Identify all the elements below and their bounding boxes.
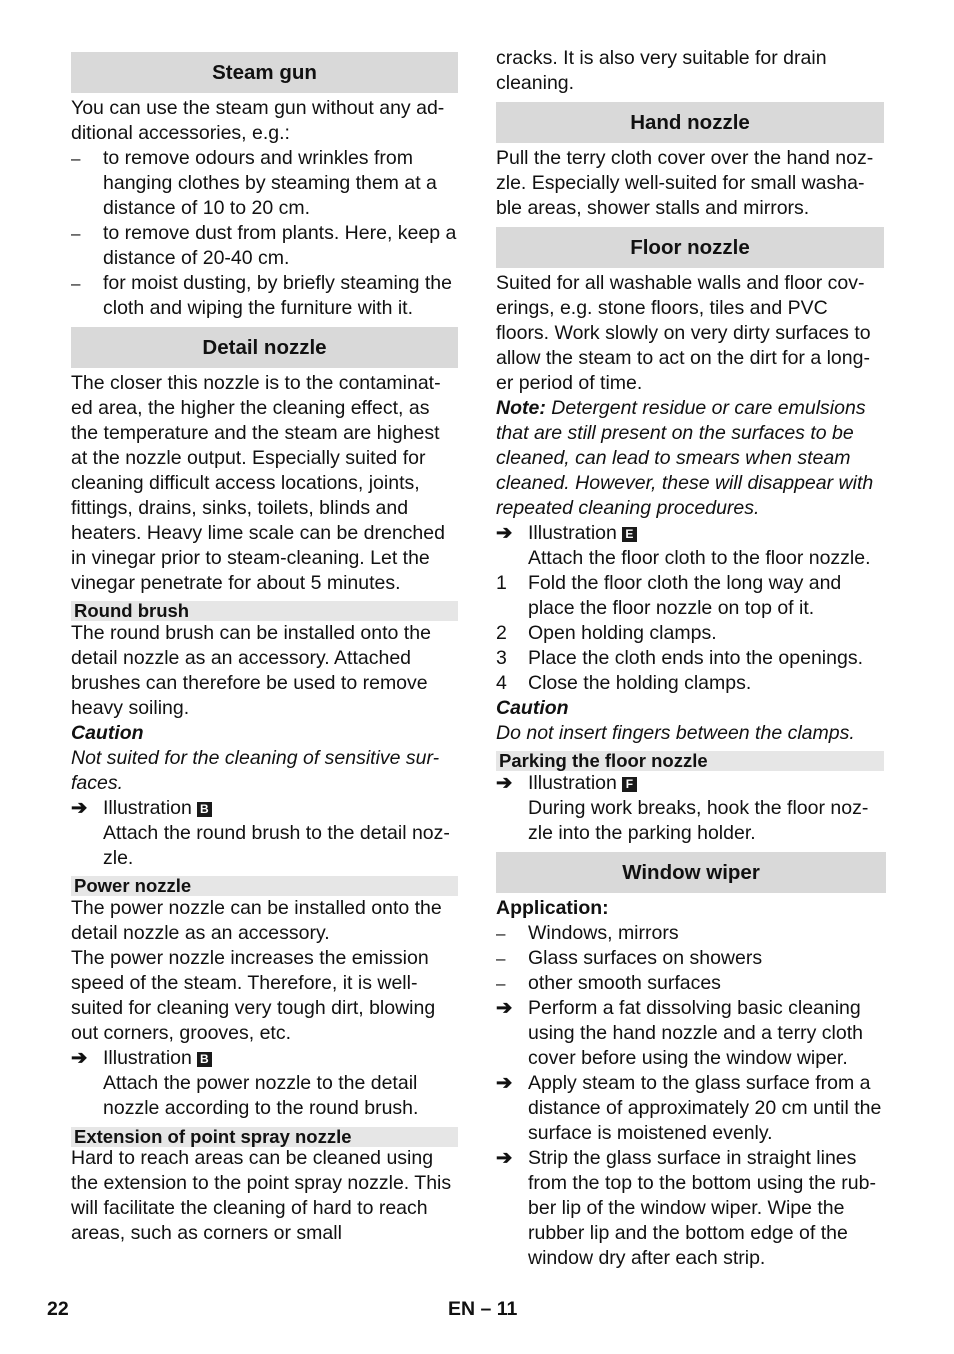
steam-gun-intro: You can use the steam gun without any ad-ditional accessories, e.g.: bbox=[71, 97, 445, 144]
hand-nozzle-text: Pull the terry cloth cover over the hand noz-zle. Especially well-suited for small washa-ble areas, shower stalls and mirrors. bbox=[496, 147, 874, 219]
parking-heading: Parking the floor nozzle bbox=[496, 751, 884, 771]
steam-gun-heading: Steam gun bbox=[71, 52, 458, 93]
continued-text: cracks. It is also very suitable for drain cleaning. bbox=[496, 47, 827, 94]
list-item bbox=[496, 921, 884, 946]
list-item bbox=[496, 946, 884, 971]
list-item bbox=[496, 996, 884, 1071]
list-item bbox=[71, 146, 458, 221]
illustration-ref-badge: F bbox=[622, 777, 637, 792]
list-item-text: to remove dust from plants. Here, keep a distance of 20-40 cm. bbox=[103, 222, 457, 269]
dash-marker: – bbox=[71, 274, 81, 293]
round-brush-caution-text: Not suited for the cleaning of sensitive sur-faces. bbox=[71, 747, 440, 794]
round-brush-heading: Round brush bbox=[71, 601, 458, 621]
step-text: Strip the glass surface in straight lines from the top to the bottom using the rub-ber lip of the window wiper. Wipe the rubber lip and the bottom edge of the window dry after each strip. bbox=[528, 1147, 876, 1269]
illustration-ref-badge: B bbox=[197, 1052, 212, 1067]
list-item-text: Windows, mirrors bbox=[528, 922, 679, 944]
floor-nozzle-illustration-ref bbox=[496, 521, 884, 546]
detail-nozzle-text: The closer this nozzle is to the contaminat-ed area, the higher the cleaning effect, as the temperature and the steam are highest at the nozzle output. Especially suited for cleaning difficult access locations, joints, fittings, drains, sinks, toilets, blinds and heaters. Heavy lime scale can be drenched in vinegar prior to steam-cleaning. Let the vinegar penetrate for about 5 minutes. bbox=[71, 372, 445, 594]
step-text: Close the holding clamps. bbox=[528, 672, 752, 694]
power-nozzle-text-1: The power nozzle can be installed onto the detail nozzle as an accessory. bbox=[71, 897, 442, 944]
illustration-label: Illustration bbox=[528, 522, 617, 544]
step-number: 2 bbox=[496, 622, 507, 644]
section-label: EN – 11 bbox=[448, 1298, 518, 1320]
list-item bbox=[496, 571, 884, 621]
list-item-text: for moist dusting, by briefly steaming the cloth and wiping the furniture with it. bbox=[103, 272, 452, 319]
step-text: Fold the floor cloth the long way and place the floor nozzle on top of it. bbox=[528, 572, 842, 619]
round-brush-text: The round brush can be installed onto the detail nozzle as an accessory. Attached brushes can therefore be used to remove heavy soiling. bbox=[71, 622, 431, 719]
floor-nozzle-instruction: Attach the floor cloth to the floor nozzle. bbox=[528, 547, 871, 569]
arrow-icon: ➔ bbox=[496, 997, 513, 1019]
step-text: Open holding clamps. bbox=[528, 622, 717, 644]
power-nozzle-text-2: The power nozzle increases the emission speed of the steam. Therefore, it is well-suited for cleaning very tough dirt, blowing out corners, grooves, etc. bbox=[71, 947, 436, 1044]
list-item bbox=[71, 221, 458, 271]
step-text: Place the cloth ends into the openings. bbox=[528, 647, 863, 669]
window-wiper-heading: Window wiper bbox=[496, 852, 886, 893]
hand-nozzle-heading: Hand nozzle bbox=[496, 102, 884, 143]
floor-nozzle-caution-label: Caution bbox=[496, 697, 569, 719]
note-text: Detergent residue or care emulsions that are still present on the surfaces to be cleaned, can lead to smears when steam cleaned. However, these will disappear with repeated cleaning procedures. bbox=[496, 397, 874, 519]
illustration-label: Illustration bbox=[103, 1047, 192, 1069]
parking-instruction: During work breaks, hook the floor noz-zle into the parking holder. bbox=[528, 797, 869, 844]
step-number: 3 bbox=[496, 647, 507, 669]
note-label: Note: bbox=[496, 397, 546, 419]
arrow-icon: ➔ bbox=[71, 1047, 88, 1069]
list-item bbox=[496, 671, 884, 696]
illustration-ref-badge: E bbox=[622, 527, 637, 542]
power-nozzle-illustration-ref bbox=[71, 1046, 458, 1071]
list-item-text: Glass surfaces on showers bbox=[528, 947, 763, 969]
illustration-ref-badge: B bbox=[197, 802, 212, 817]
arrow-icon: ➔ bbox=[496, 772, 513, 794]
list-item bbox=[496, 1146, 884, 1271]
round-brush-illustration-ref bbox=[71, 796, 458, 821]
detail-nozzle-heading: Detail nozzle bbox=[71, 327, 458, 368]
dash-marker: – bbox=[496, 974, 506, 993]
illustration-label: Illustration bbox=[528, 772, 617, 794]
extension-text: Hard to reach areas can be cleaned using the extension to the point spray nozzle. This will facilitate the cleaning of hard to reach areas, such as corners or small bbox=[71, 1147, 452, 1244]
step-text: Apply steam to the glass surface from a distance of approximately 20 cm until the surface is moistened evenly. bbox=[528, 1072, 882, 1144]
floor-nozzle-caution-text: Do not insert fingers between the clamps. bbox=[496, 722, 855, 744]
application-label: Application: bbox=[496, 897, 609, 919]
list-item bbox=[496, 646, 884, 671]
step-text: Perform a fat dissolving basic cleaning using the hand nozzle and a terry cloth cover before using the window wiper. bbox=[528, 997, 863, 1069]
arrow-icon: ➔ bbox=[496, 1072, 513, 1094]
list-item bbox=[496, 971, 884, 996]
floor-nozzle-text: Suited for all washable walls and floor cov-erings, e.g. stone floors, tiles and PVC floors. Work slowly on very dirty surfaces to allow the steam to act on the dirt for a long-er period of time. bbox=[496, 272, 871, 394]
round-brush-caution-label: Caution bbox=[71, 722, 144, 744]
list-item bbox=[496, 621, 884, 646]
power-nozzle-instruction: Attach the power nozzle to the detail nozzle according to the round brush. bbox=[103, 1072, 419, 1119]
dash-marker: – bbox=[71, 224, 81, 243]
floor-nozzle-note bbox=[496, 396, 884, 521]
list-item bbox=[496, 1071, 884, 1146]
dash-marker: – bbox=[496, 924, 506, 943]
round-brush-instruction: Attach the round brush to the detail noz-zle. bbox=[103, 822, 450, 869]
dash-marker: – bbox=[496, 949, 506, 968]
floor-nozzle-heading: Floor nozzle bbox=[496, 227, 884, 268]
list-item-text: to remove odours and wrinkles from hanging clothes by steaming them at a distance of 10 to 20 cm. bbox=[103, 147, 437, 219]
arrow-icon: ➔ bbox=[71, 797, 88, 819]
illustration-label: Illustration bbox=[103, 797, 192, 819]
dash-marker: – bbox=[71, 149, 81, 168]
arrow-icon: ➔ bbox=[496, 1147, 513, 1169]
power-nozzle-heading: Power nozzle bbox=[71, 876, 458, 896]
step-number: 4 bbox=[496, 672, 507, 694]
page-number: 22 bbox=[47, 1298, 69, 1320]
arrow-icon: ➔ bbox=[496, 522, 513, 544]
parking-illustration-ref bbox=[496, 771, 884, 796]
step-number: 1 bbox=[496, 572, 507, 594]
list-item-text: other smooth surfaces bbox=[528, 972, 721, 994]
list-item bbox=[71, 271, 458, 321]
extension-heading: Extension of point spray nozzle bbox=[71, 1127, 458, 1147]
